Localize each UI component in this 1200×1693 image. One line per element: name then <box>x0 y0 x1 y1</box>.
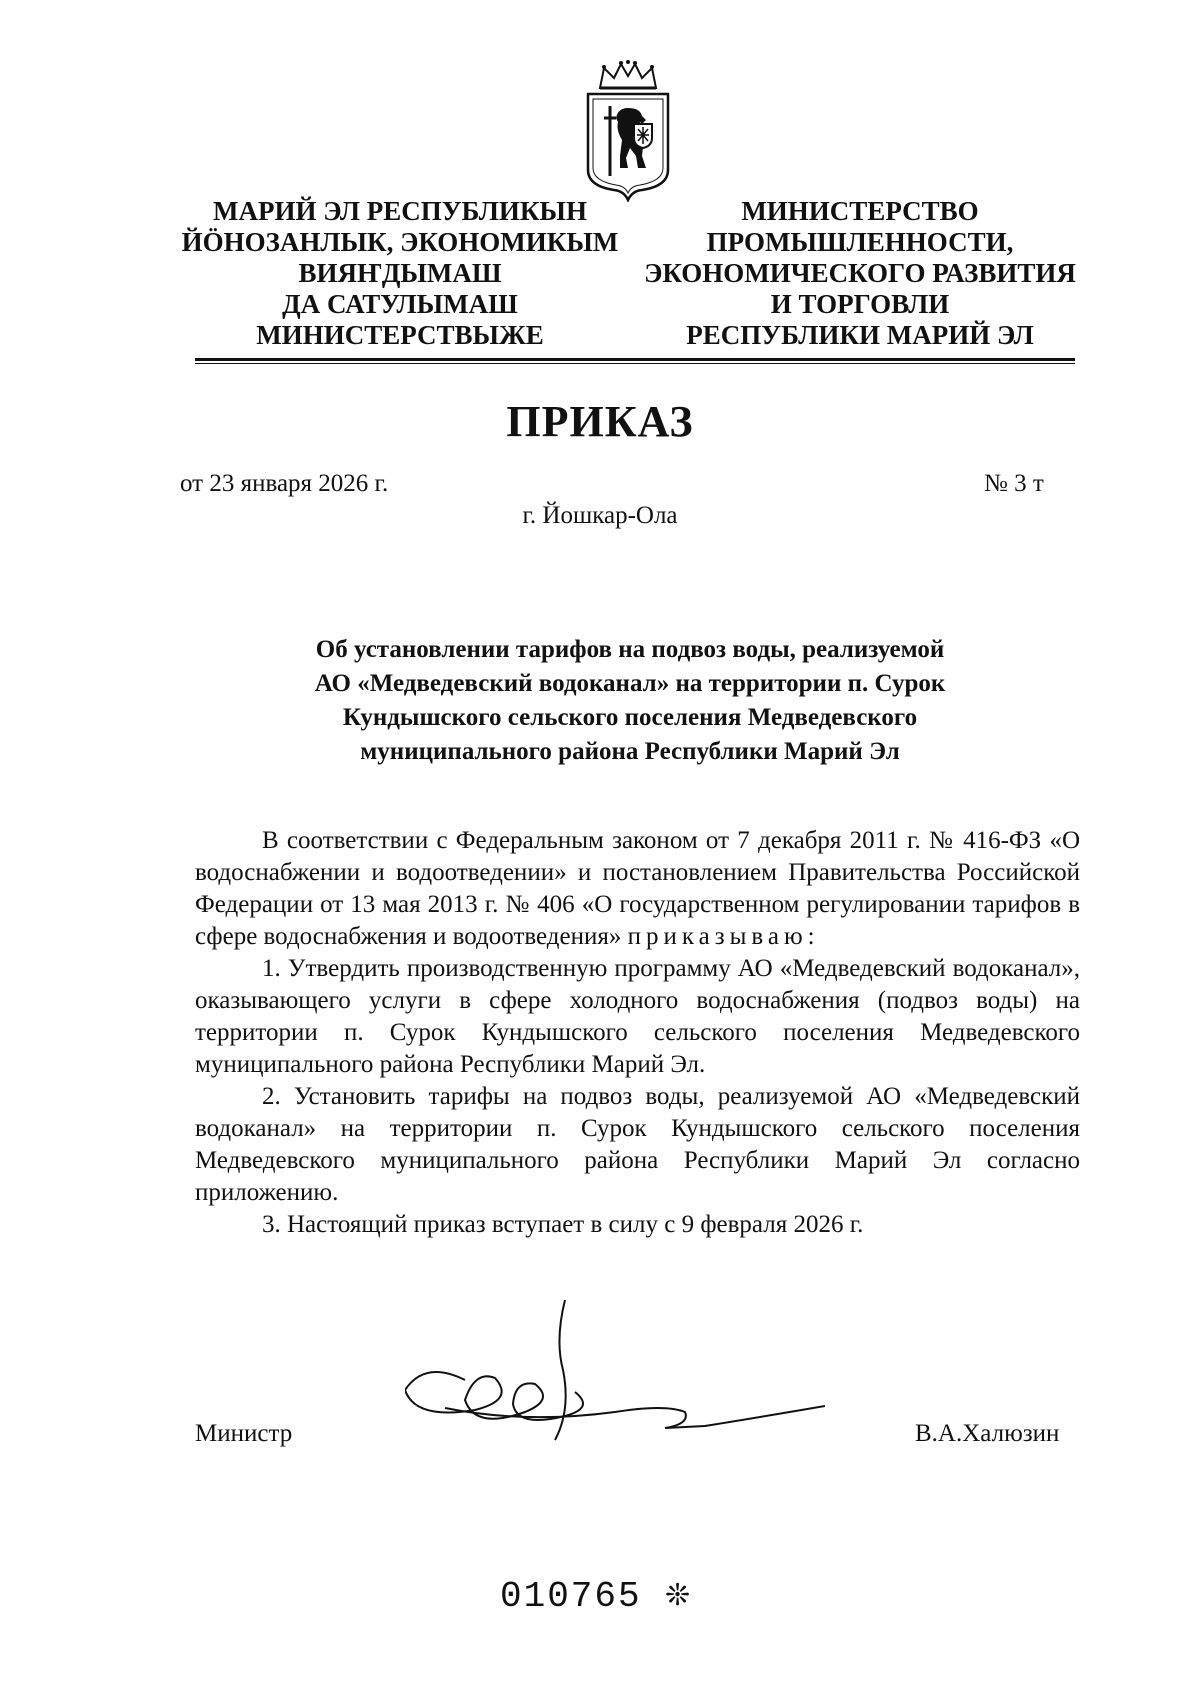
order-word: приказываю: <box>627 923 820 950</box>
header-left-line: ЙӦНОЗАНЛЫК, ЭКОНОМИКЫМ <box>181 227 619 257</box>
order-item-2: 2. Установить тарифы на подвоз воды, реализуемой АО «Медведевский водоканал» на территории п. Сурок Кундышского сельского поселения Медведевского муниципального района Республики Марий Эл согласно приложению. <box>195 1083 1080 1206</box>
header-left-line: МАРИЙ ЭЛ РЕСПУБЛИКЫН <box>213 196 587 226</box>
subject-line: Об установлении тарифов на подвоз воды, реализуемой <box>315 636 945 663</box>
document-city: г. Йошкар-Ола <box>522 502 678 529</box>
header-left-line: МИНИСТЕРСТВЫЖЕ <box>256 320 544 350</box>
signatory-name: В.А.Халюзин <box>915 1420 1060 1447</box>
header-left-marii <box>180 196 620 351</box>
subject-line: муниципального района Республики Марий Эл <box>360 738 900 765</box>
preamble-text: В соответствии с Федеральным законом от 7 декабря 2011 г. № 416-ФЗ «О водоснабжении и водоотведении» и постановлением Правительства Российской Федерации от 13 мая 2013 г. № 406 «О государственном регулировании тарифов в сфере водоснабжения и водоотведения» <box>195 827 1080 950</box>
subject-line: Кундышского сельского поселения Медведевского <box>342 704 918 731</box>
subject-line: АО «Медведевский водоканал» на территории п. Сурок <box>314 670 946 697</box>
header-right-line: ПРОМЫШЛЕННОСТИ, <box>706 227 1014 257</box>
document-date: от 23 января 2026 г. <box>180 470 389 497</box>
document-subject <box>180 633 1080 769</box>
header-right-line: МИНИСТЕРСТВО <box>741 196 979 226</box>
order-item-3: 3. Настоящий приказ вступает в силу с 9 февраля 2026 г. <box>262 1211 864 1238</box>
header-divider-thick <box>195 358 1075 361</box>
document-number: № 3 т <box>984 470 1044 497</box>
header-divider-thin <box>195 363 1075 364</box>
document-body <box>195 825 1080 1241</box>
order-item-1: 1. Утвердить производственную программу АО «Медведевский водоканал», оказывающего услуги в сфере холодного водоснабжения (подвоз воды) на территории п. Сурок Кундышского сельского поселения Медведевского муниципального района Республики Марий Эл. <box>195 955 1080 1078</box>
serial-number: 010765 <box>500 1576 642 1617</box>
serial-mark-icon: ❊ <box>665 1579 691 1612</box>
header-right-line: РЕСПУБЛИКИ МАРИЙ ЭЛ <box>686 320 1034 350</box>
document-title: ПРИКАЗ <box>506 397 694 446</box>
header-right-line: ЭКОНОМИЧЕСКОГО РАЗВИТИЯ <box>644 258 1076 288</box>
signatory-position: Министр <box>195 1420 293 1447</box>
header-left-line: ВИЯҤДЫМАШ <box>298 258 502 288</box>
header-right-line: И ТОРГОВЛИ <box>770 289 950 319</box>
coat-of-arms-emblem <box>582 60 674 202</box>
header-left-line: ДА САТУЛЫМАШ <box>282 289 518 319</box>
handwritten-signature <box>405 1300 825 1480</box>
preamble-paragraph <box>195 825 1080 953</box>
header-right-russian <box>640 196 1080 351</box>
